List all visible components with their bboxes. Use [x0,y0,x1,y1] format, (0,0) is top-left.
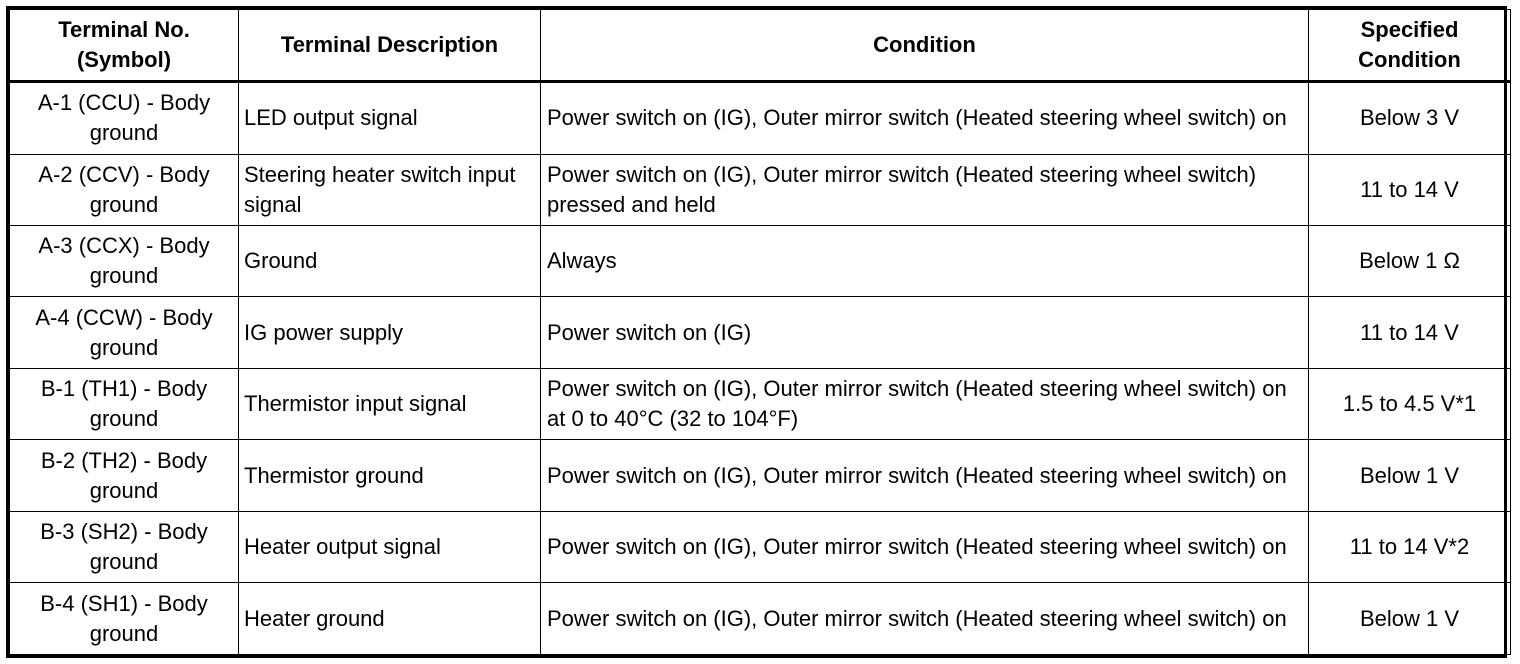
description-cell: IG power supply [239,297,541,368]
specified-cell: Below 1 V [1309,440,1511,511]
description-cell: Heater output signal [239,511,541,582]
condition-cell: Power switch on (IG) [541,297,1309,368]
description-cell: Thermistor ground [239,440,541,511]
table-row [10,440,1511,511]
description-cell: Steering heater switch input signal [239,154,541,225]
specified-cell: 1.5 to 4.5 V*1 [1309,368,1511,439]
header-terminal-no: Terminal No. (Symbol) [10,10,239,82]
terminal-cell: A-1 (CCU) - Body ground [10,82,239,155]
specified-cell: Below 1 V [1309,583,1511,655]
terminal-cell: A-2 (CCV) - Body ground [10,154,239,225]
terminal-cell: B-1 (TH1) - Body ground [10,368,239,439]
condition-cell: Power switch on (IG), Outer mirror switch (Heated steering wheel switch) on [541,511,1309,582]
table-row [10,82,1511,155]
header-terminal-description: Terminal Description [239,10,541,82]
terminal-cell: A-4 (CCW) - Body ground [10,297,239,368]
specified-cell: 11 to 14 V [1309,154,1511,225]
terminal-table [9,9,1511,655]
table-row [10,511,1511,582]
header-condition: Condition [541,10,1309,82]
condition-cell: Power switch on (IG), Outer mirror switch (Heated steering wheel switch) on [541,583,1309,655]
terminal-cell: B-4 (SH1) - Body ground [10,583,239,655]
condition-cell: Power switch on (IG), Outer mirror switch (Heated steering wheel switch) pressed and held [541,154,1309,225]
terminal-cell: B-2 (TH2) - Body ground [10,440,239,511]
terminal-cell: A-3 (CCX) - Body ground [10,225,239,296]
specified-cell: Below 1 Ω [1309,225,1511,296]
table-row [10,297,1511,368]
description-cell: Ground [239,225,541,296]
terminal-cell: B-3 (SH2) - Body ground [10,511,239,582]
specified-cell: 11 to 14 V [1309,297,1511,368]
condition-cell: Always [541,225,1309,296]
header-specified-condition: Specified Condition [1309,10,1511,82]
condition-cell: Power switch on (IG), Outer mirror switch (Heated steering wheel switch) on [541,82,1309,155]
condition-cell: Power switch on (IG), Outer mirror switch (Heated steering wheel switch) on [541,440,1309,511]
terminal-table-frame [6,6,1507,658]
description-cell: Heater ground [239,583,541,655]
table-row [10,225,1511,296]
specified-cell: Below 3 V [1309,82,1511,155]
table-row [10,154,1511,225]
header-row [10,10,1511,82]
specified-cell: 11 to 14 V*2 [1309,511,1511,582]
description-cell: Thermistor input signal [239,368,541,439]
condition-cell: Power switch on (IG), Outer mirror switch (Heated steering wheel switch) on at 0 to 40°C (32 to 104°F) [541,368,1309,439]
table-row [10,368,1511,439]
table-row [10,583,1511,655]
description-cell: LED output signal [239,82,541,155]
